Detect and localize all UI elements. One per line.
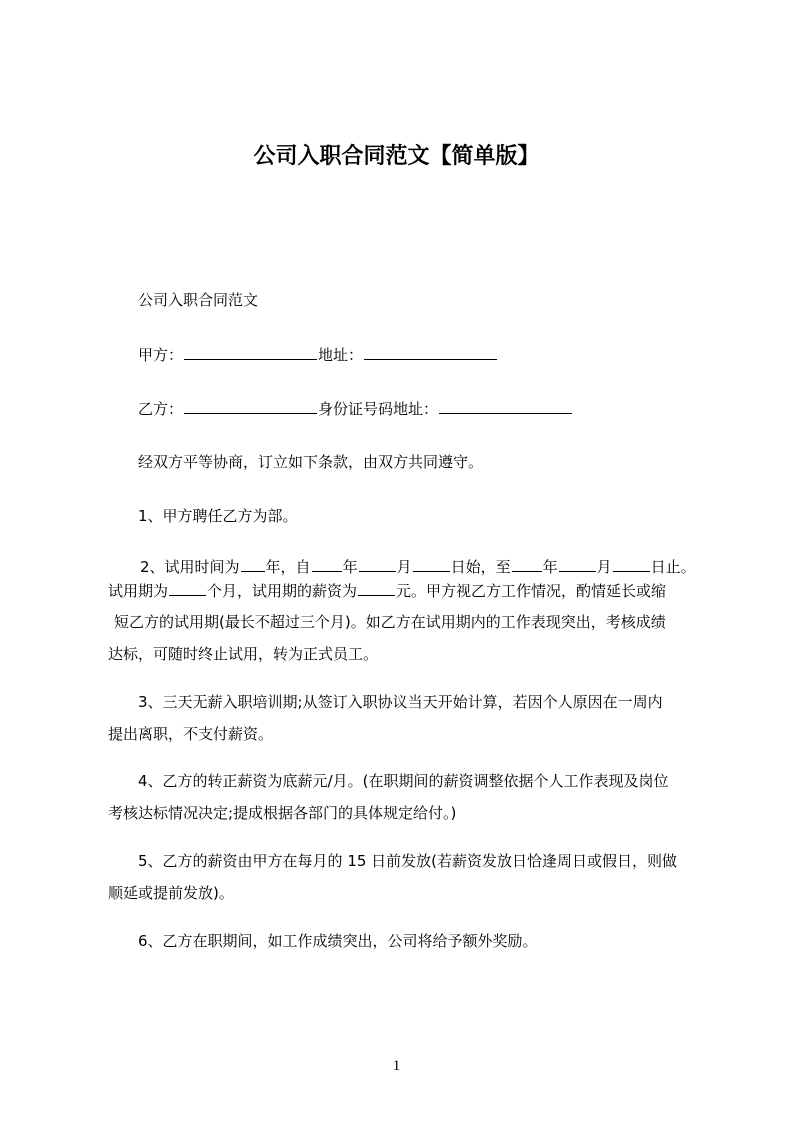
party-b-name-blank: [184, 398, 317, 414]
clause-2-line-1: 2、试用时间为 年，自 年 月 日始，至 年 月 日止。: [140, 558, 696, 576]
party-b-line: [138, 398, 573, 419]
clause-2-line-4: 达标，可随时终止试用，转为正式员工。: [108, 645, 379, 663]
clause-2-line-3: 短乙方的试用期(最长不超过三个月)。如乙方在试用期内的工作表现突出，考核成绩: [114, 613, 666, 631]
party-b-id-address-label: 身份证号码地址：: [318, 400, 439, 418]
intro-paragraph: 经双方平等协商，订立如下条款，由双方共同遵守。: [138, 453, 484, 471]
party-a-label: 甲方：: [138, 346, 184, 364]
party-b-id-address-blank: [439, 398, 572, 414]
clause-3-line-2: 提出离职，不支付薪资。: [108, 725, 274, 743]
party-b-label: 乙方：: [138, 400, 184, 418]
document-title: 公司入职合同范文【简单版】: [253, 144, 540, 169]
clause-4-line-2: 考核达标情况决定;提成根据各部门的具体规定给付。): [108, 804, 457, 822]
clause-4-line-1: 4、乙方的转正薪资为底薪元/月。(在职期间的薪资调整依据个人工作表现及岗位: [138, 772, 669, 790]
clause-6: 6、乙方在职期间，如工作成绩突出，公司将给予额外奖励。: [138, 932, 538, 950]
clause-3-line-1: 3、三天无薪入职培训期;从签订入职协议当天开始计算，若因个人原因在一周内: [138, 693, 663, 711]
party-a-address-blank: [364, 344, 497, 360]
clause-3: [108, 692, 663, 764]
party-a-address-label: 地址：: [318, 346, 364, 364]
clause-5-line-1: 5、乙方的薪资由甲方在每月的 15 日前发放(若薪资发放日恰逢周日或假日，则做: [138, 852, 678, 870]
party-a-name-blank: [184, 344, 317, 360]
clause-5: [108, 851, 677, 923]
clause-4: [108, 771, 668, 843]
clause-1: 1、甲方聘任乙方为部。: [138, 507, 298, 525]
clause-2: [108, 556, 696, 684]
clause-2-line-2: 试用期为 个月，试用期的薪资为 元。甲方视乙方工作情况，酌情延长或缩: [108, 582, 667, 600]
page-number: 1: [392, 1058, 401, 1074]
document-subtitle: 公司入职合同范文: [138, 291, 259, 309]
clause-5-line-2: 顺延或提前发放)。: [108, 884, 234, 902]
party-a-line: [138, 344, 498, 365]
